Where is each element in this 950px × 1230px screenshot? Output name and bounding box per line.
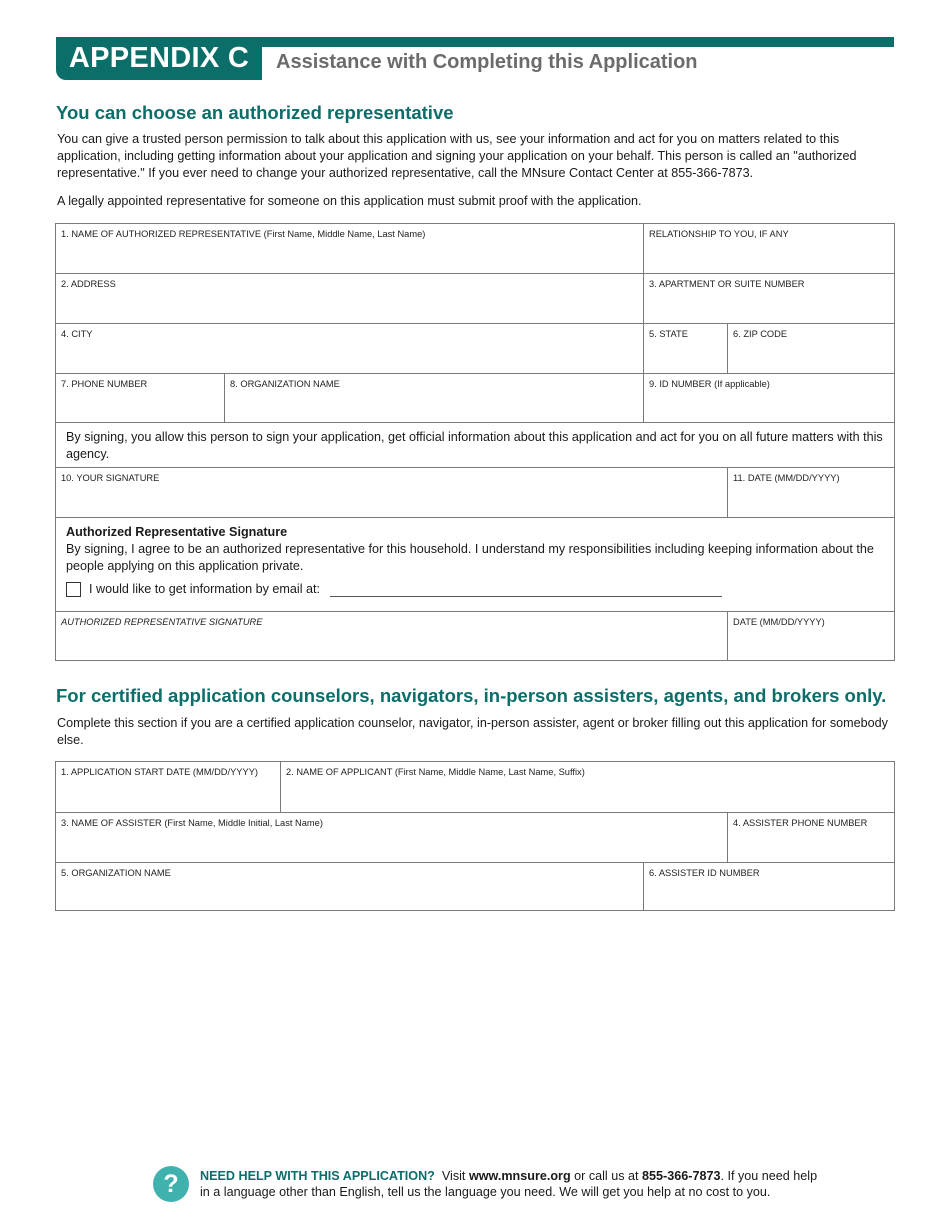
assister-phone-label: 4. ASSISTER PHONE NUMBER: [733, 818, 868, 828]
rep-signature-text: By signing, I agree to be an authorized representative for this household. I understand my responsibilities including keeping information about the people applying on this application private.: [66, 542, 874, 573]
zip-field[interactable]: [727, 324, 894, 373]
assister-organization-field[interactable]: [56, 863, 643, 910]
email-checkbox[interactable]: [66, 582, 81, 597]
email-label: I would like to get information by email at:: [89, 582, 320, 596]
assister-name-label: 3. NAME OF ASSISTER (First Name, Middle Initial, Last Name): [61, 818, 323, 828]
email-option: [66, 581, 884, 598]
organization-label: 8. ORGANIZATION NAME: [230, 379, 340, 389]
section2-title: For certified application counselors, navigators, in-person assisters, agents, and brokers only.: [56, 685, 887, 706]
start-date-label: 1. APPLICATION START DATE (MM/DD/YYYY): [61, 767, 258, 777]
city-field[interactable]: [56, 324, 643, 373]
section2-intro: Complete this section if you are a certified application counselor, navigator, in-person assister, agent or broker filling out this application for somebody else.: [57, 716, 888, 747]
date-field[interactable]: [727, 468, 894, 517]
help-phone: 855-366-7873: [642, 1169, 721, 1183]
apartment-field[interactable]: [643, 274, 894, 323]
legal-note: A legally appointed representative for someone on this application must submit proof with the application.: [57, 194, 642, 208]
relationship-field[interactable]: [643, 224, 894, 273]
section1-title: You can choose an authorized representative: [56, 102, 454, 123]
help-website-link[interactable]: www.mnsure.org: [468, 1169, 571, 1183]
rep-signature-section: [56, 518, 894, 611]
assister-phone-field[interactable]: [727, 813, 894, 862]
assister-form: [55, 761, 895, 911]
address-field[interactable]: [56, 274, 643, 323]
rep-signature-label: AUTHORIZED REPRESENTATIVE SIGNATURE: [61, 617, 263, 627]
help-visit: Visit: [441, 1169, 466, 1183]
assister-id-label: 6. ASSISTER ID NUMBER: [649, 868, 760, 878]
signing-notice: By signing, you allow this person to sign your application, get official information about this application and act for you on all future matters with this agency.: [66, 430, 883, 461]
id-number-field[interactable]: [643, 374, 894, 422]
zip-label: 6. ZIP CODE: [733, 329, 788, 339]
applicant-name-field[interactable]: [280, 762, 894, 812]
rep-name-label: 1. NAME OF AUTHORIZED REPRESENTATIVE (First Name, Middle Name, Last Name): [61, 229, 426, 239]
city-label: 4. CITY: [61, 329, 93, 339]
authorized-rep-form: [55, 223, 895, 661]
assister-organization-label: 5. ORGANIZATION NAME: [61, 868, 171, 878]
state-label: 5. STATE: [649, 329, 688, 339]
assister-name-field[interactable]: [56, 813, 727, 862]
email-input[interactable]: [330, 596, 722, 597]
header-bar: [262, 37, 894, 47]
state-field[interactable]: [643, 324, 727, 373]
appendix-tab: APPENDIX C: [56, 37, 262, 80]
your-signature-field[interactable]: [56, 468, 727, 517]
phone-label: 7. PHONE NUMBER: [61, 379, 148, 389]
help-question-icon: ?: [153, 1166, 189, 1202]
help-call: or call us at: [574, 1169, 639, 1183]
help-rest-2: in a language other than English, tell us the language you need. We will get you help at no cost to you.: [200, 1185, 771, 1199]
help-footer: [200, 1168, 860, 1200]
help-heading: NEED HELP WITH THIS APPLICATION?: [200, 1169, 435, 1183]
organization-field[interactable]: [224, 374, 643, 422]
applicant-name-label: 2. NAME OF APPLICANT (First Name, Middle Name, Last Name, Suffix): [286, 767, 585, 777]
rep-signature-heading: Authorized Representative Signature: [66, 525, 288, 539]
id-number-label: 9. ID NUMBER (If applicable): [649, 379, 770, 389]
section1-intro: You can give a trusted person permission to talk about this application with us, see your information and act for you on matters related to this application, including getting information about your application and signing your application on your behalf. This person is called an "authorized representative." If you ever need to change your authorized representative, call the MNsure Contact Center at 855-366-7873.: [57, 132, 857, 180]
help-rest-1: . If you need help: [720, 1169, 818, 1183]
rep-date-label: DATE (MM/DD/YYYY): [733, 617, 825, 627]
rep-signature-field[interactable]: [56, 612, 727, 660]
start-date-field[interactable]: [56, 762, 280, 812]
date-label: 11. DATE (MM/DD/YYYY): [733, 473, 840, 483]
your-signature-label: 10. YOUR SIGNATURE: [61, 473, 160, 483]
apartment-label: 3. APARTMENT OR SUITE NUMBER: [649, 279, 805, 289]
rep-date-field[interactable]: [727, 612, 894, 660]
assister-id-field[interactable]: [643, 863, 894, 910]
phone-field[interactable]: [56, 374, 224, 422]
rep-name-field[interactable]: [56, 224, 643, 273]
address-label: 2. ADDRESS: [61, 279, 116, 289]
relationship-label: RELATIONSHIP TO YOU, IF ANY: [649, 229, 789, 239]
page-subtitle: Assistance with Completing this Application: [276, 51, 698, 73]
